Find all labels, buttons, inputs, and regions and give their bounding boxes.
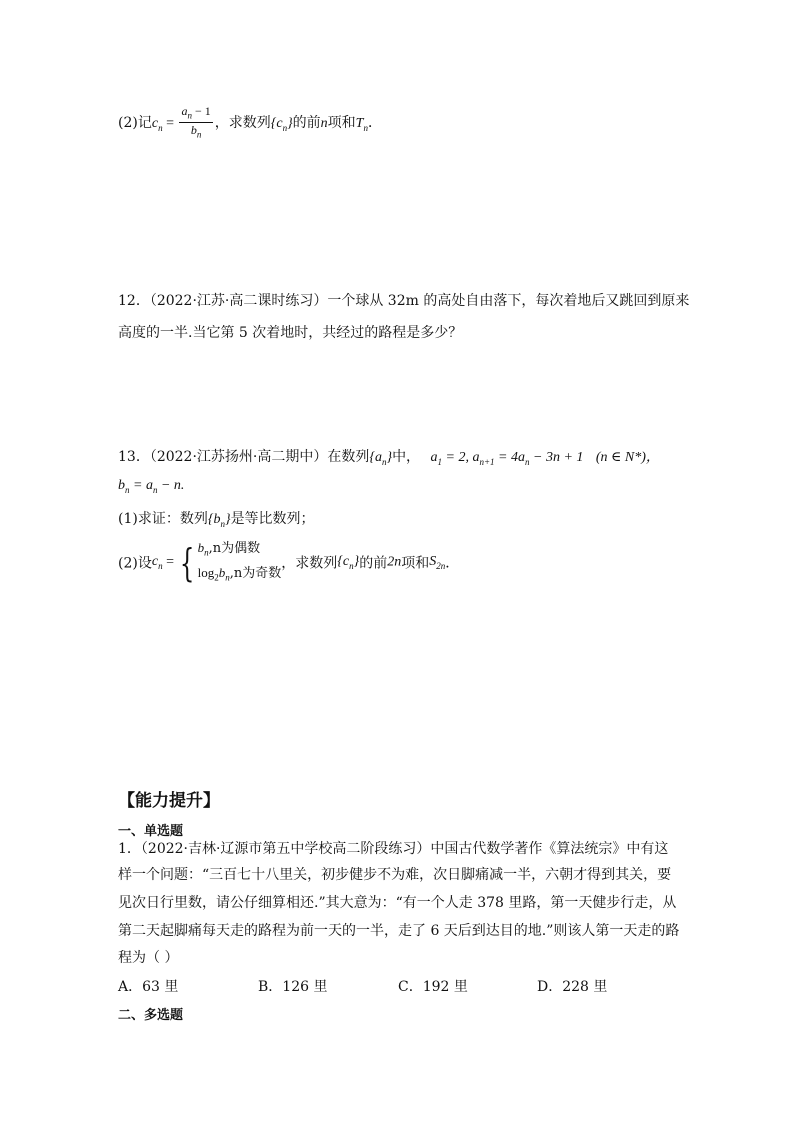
q11-part2: (2)记$c_n$ = $\frac{a_n - 1}{b_n}$ ，求数列$\{c_n\}$的前n项和$T_n$． xyxy=(118,104,382,140)
option-b[interactable]: B．126 里 xyxy=(258,979,328,995)
q13-part1: (1)求证：数列$\{b_n\}$是等比数列； xyxy=(118,511,315,529)
mc1-line2: 样一个问题：“三百七十八里关，初步健步不为难，次日脚痛减一半，六朝才得到其关，要 xyxy=(118,867,672,883)
section-title: 【能力提升】 xyxy=(118,791,220,811)
cases-brace: { xyxy=(180,540,195,585)
subsection-single-choice: 一、单选题 xyxy=(118,824,184,839)
subsection-multiple-choice: 二、多选题 xyxy=(118,1008,184,1023)
option-a[interactable]: A．63 里 xyxy=(118,979,179,995)
option-c[interactable]: C．192 里 xyxy=(398,979,468,995)
option-d[interactable]: D．228 里 xyxy=(537,979,608,995)
mc1-line1: 1．（2022·吉林·辽源市第五中学校高二阶段练习）中国古代数学著作《算法统宗》中有这 xyxy=(118,841,669,857)
mc1-line5: 程为（ ） xyxy=(118,950,179,966)
mc1-line3: 见次日行里数，请公仔细算相还.”其大意为：“有一个人走 378 里路，第一天健步行走，从 xyxy=(118,895,677,911)
q13-part2: (2)设$c_n$ = { $b_n,n$为偶数 $\log_2b_n,n$为奇数 ，求数列$\{c_n\}$的前2n项和$S_{2n}$． xyxy=(118,538,459,587)
mc1-line4: 第二天起脚痛每天走的路程为前一天的一半，走了 6 天后到达目的地.”则该人第一天走的路 xyxy=(118,923,680,939)
q13-head: 13．（2022·江苏扬州·高二期中）在数列$\{a_n\}$中， $a_1 = 2$, $a_{n+1} = 4a_n - 3n + 1$ (n ∈ N*)， xyxy=(118,449,660,467)
math-c-n: $c_n$ xyxy=(151,115,163,133)
fraction: $\frac{a_n - 1}{b_n}$ xyxy=(181,104,211,140)
q12-line2: 高度的一半.当它第 5 次着地时，共经过的路程是多少？ xyxy=(118,325,463,341)
q13-bdef: $b_n = a_n - n$. xyxy=(118,478,185,495)
q12-line1: 12．（2022·江苏·高二课时练习）一个球从 32m 的高处自由落下，每次着地后又跳回到原来 xyxy=(118,293,690,309)
cases: $b_n,n$为偶数 $\log_2b_n,n$为奇数 xyxy=(197,540,282,583)
q11-part2-prefix: (2)记 xyxy=(118,114,152,131)
